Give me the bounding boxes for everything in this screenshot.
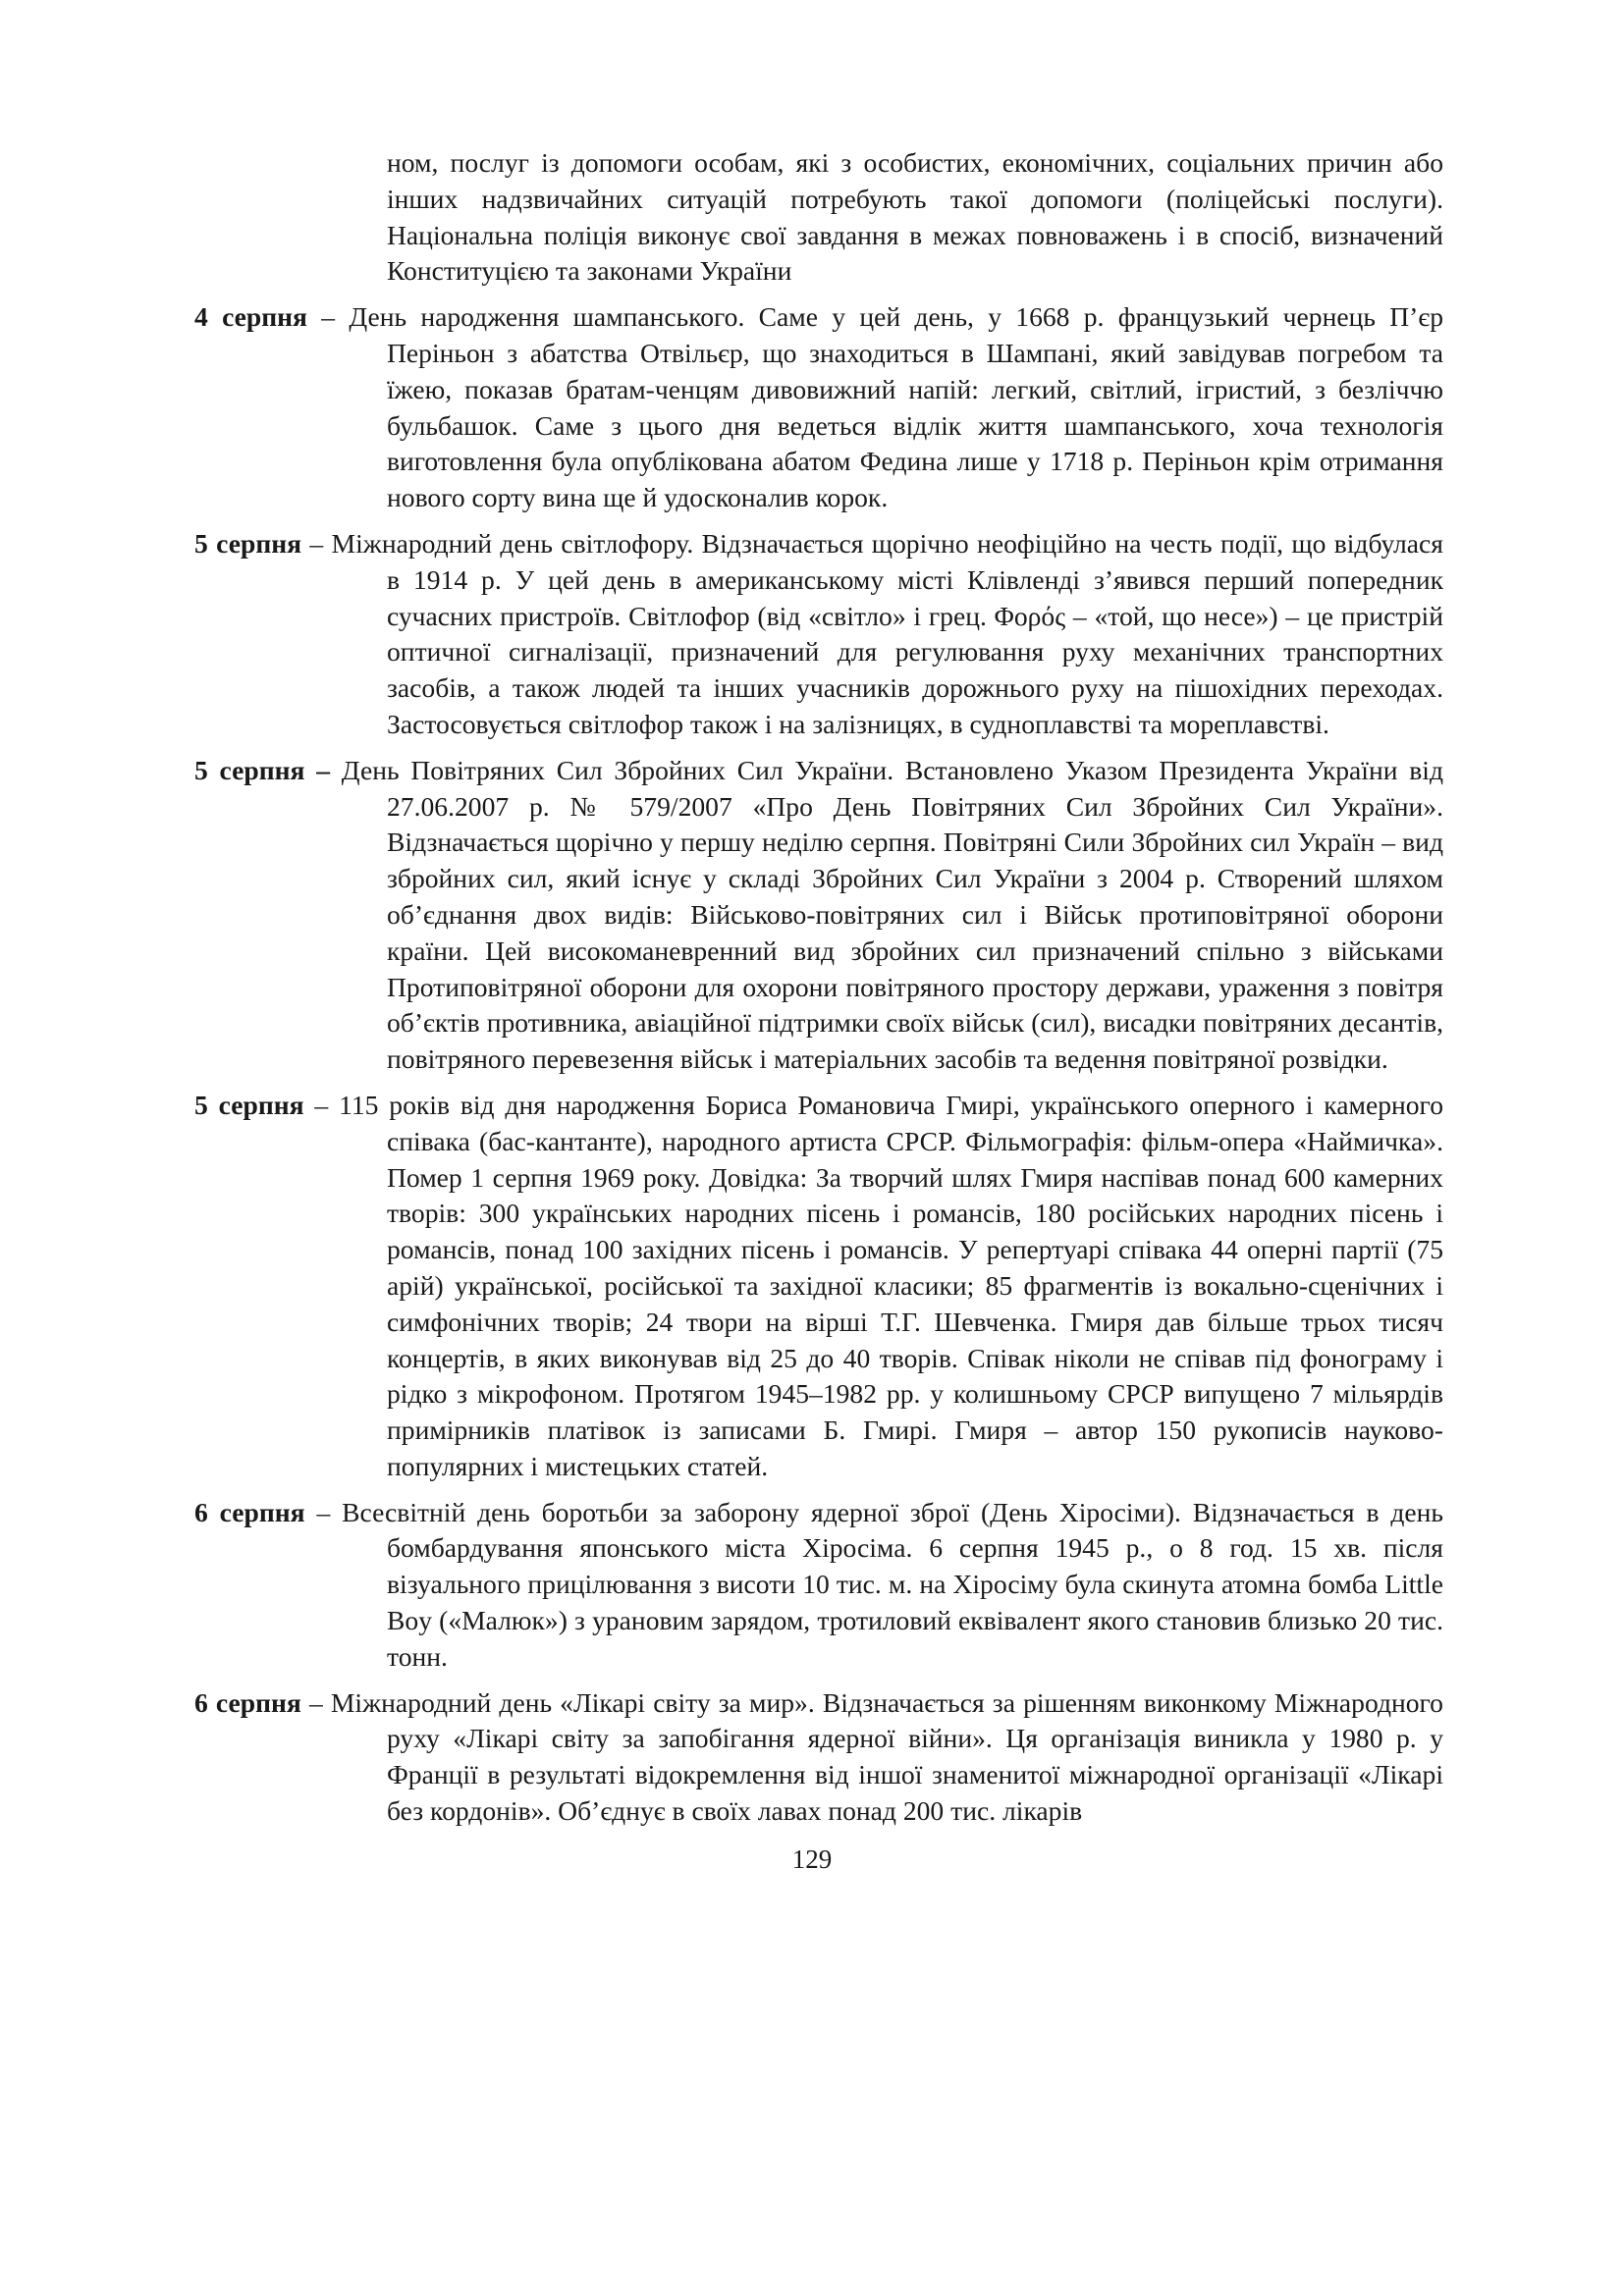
entry-hmyria-anniversary (194, 1088, 1443, 1485)
entry-date: 5 серпня (194, 527, 302, 559)
entry-date: 5 серпня – (194, 754, 331, 785)
document-page (194, 145, 1443, 1840)
entry-text: – Міжнародний день світлофору. Відзначається щорічно неофіційно на честь події, що відбулася в 1914 р. У цей день в американському місті Клівленді з’явився перший попередник сучасних пристроїв. Світлофор (від «світло» і грец. Φορός – «той, що несе») – це пристрій оптичної сигналізації, призначений для регулювання руху механічних транспортних засобів, а також людей та інших учасників дорожнього руху на пішохідних переходах. Застосовується світлофор також і на залізницях, в судноплавстві та мореплавстві. (301, 527, 1443, 739)
entry-date: 6 серпня (194, 1496, 305, 1527)
entry-traffic-light-day (194, 526, 1443, 743)
entry-text: – 115 років від дня народження Бориса Романовича Гмирі, українського оперного і камерного співака (бас-кантанте), народного артиста СРСР. Фільмографія: фільм-опера «Наймичка». Помер 1 серпня 1969 року. Довідка: За творчий шлях Гмиря наспівав понад 600 камерних творів: 300 українських народних пісень і романсів, 180 російських народних пісень і романсів, понад 100 західних пісень і романсів. У репертуарі співака 44 оперні партії (75 арій) української, російської та західної класики; 85 фрагментів із вокально-сценічних і симфонічних творів; 24 твори на вірші Т.Г. Шевченка. Гмиря дав більше трьох тисяч концертів, в яких виконував від 25 до 40 творів. Співак ніколи не співав під фонограму і рідко з мікрофоном. Протягом 1945–1982 рр. у колишньому СРСР випущено 7 мільярдів примірників платівок із записами Б. Гмирі. Гмиря – автор 150 рукописів науково-популярних і мистецьких статей. (303, 1089, 1443, 1481)
entry-date: 4 серпня (194, 301, 307, 333)
entry-text: – Міжнародний день «Лікарі світу за мир». Відзначається за рішенням виконкому Міжнародного руху «Лікарі світу за запобігання ядерної війни». Ця організація виникла у 1980 р. у Франції в результаті відокремлення від іншої знаменитої міжнародної організації «Лікарі без кордонів». Об’єднує в своїх лавах понад 200 тис. лікарів (300, 1686, 1443, 1827)
intro-paragraph: ном, послуг із допомоги особам, які з особистих, економічних, соціальних причин або інших надзвичайних ситуацій потребують такої допомоги (поліцейські послуги). Національна поліція виконує свої завдання в межах повноважень і в спосіб, визначений Конституцією та законами України (387, 147, 1443, 287)
entry-text: День Повітряних Сил Збройних Сил України. Встановлено Указом Президента України від 27.06.2007 р. № 579/2007 «Про День Повітряних Сил Збройних Сил України». Відзначається щорічно у першу неділю серпня. Повітряні Сили Збройних сил Україн – вид збройних сил, який існує у складі Збройних Сил України з 2004 р. Створений шляхом об’єднання двох видів: Військово-повітряних сил і Військ протиповітряної оборони країни. Цей високоманевренний вид збройних сил призначений спільно з військами Протиповітряної оборони для охорони повітряного простору держави, ураження з повітря об’єктів противника, авіаційної підтримки своїх військ (сил), висадки повітряних десантів, повітряного перевезення військ і матеріальних засобів та ведення повітряної розвідки. (330, 754, 1444, 1075)
entry-doctors-for-peace-day (194, 1685, 1443, 1830)
entry-date: 6 серпня (194, 1686, 301, 1718)
entry-hiroshima-day (194, 1495, 1443, 1676)
page-number: 129 (791, 1844, 833, 1874)
entry-champagne-day (194, 299, 1443, 516)
entry-text: – День народження шампанського. Саме у цей день, у 1668 р. французький чернець П’єр Періньон з абатства Отвільєр, що знаходиться в Шампані, який завідував погребом та їжею, показав братам-ченцям дивовижний напій: легкий, світлий, ігристий, з безліччю бульбашок. Саме з цього дня ведеться відлік життя шампанського, хоча технологія виготовлення була опублікована абатом Федина лише у 1718 р. Періньон крім отримання нового сорту вина ще й удосконалив корок. (306, 301, 1443, 513)
entry-text: – Всесвітній день боротьби за заборону ядерної зброї (День Хіросіми). Відзначається в день бомбардування японського міста Хіросіма. 6 серпня 1945 р., о 8 год. 15 хв. після візуального прицілювання з висоти 10 тис. м. на Хіросіму була скинута атомна бомба Little Boy («Малюк») з урановим зарядом, тротиловий еквівалент якого становив близько 20 тис. тонн. (304, 1496, 1443, 1672)
entry-air-force-day (194, 753, 1443, 1078)
entry-date: 5 серпня (194, 1089, 304, 1120)
